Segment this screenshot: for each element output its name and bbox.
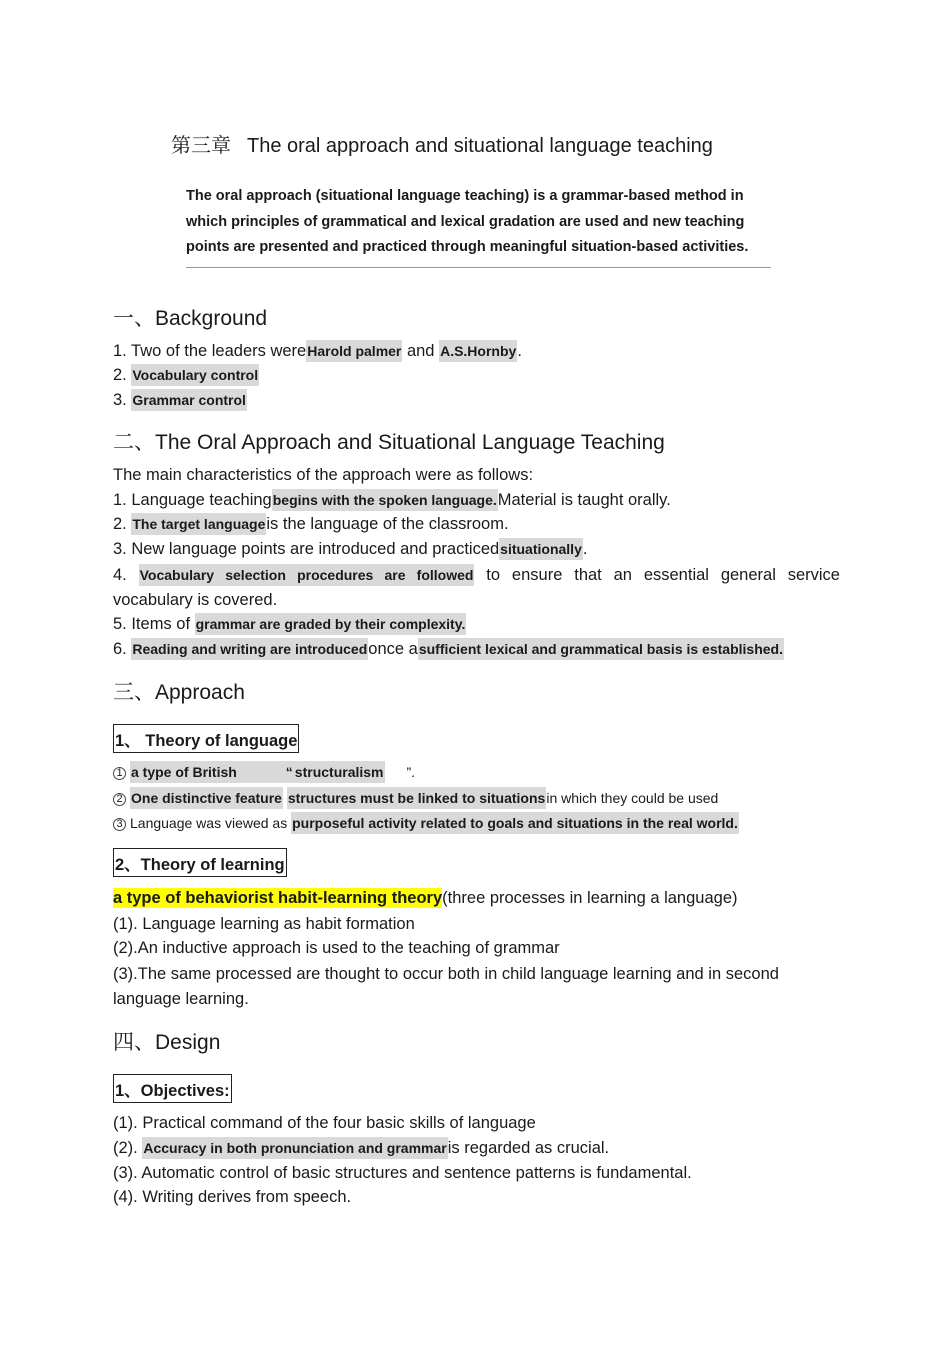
highlight: “ xyxy=(285,761,294,783)
characteristic-5 xyxy=(113,615,466,634)
section-heading-approach: 三、Approach xyxy=(113,681,245,704)
highlight: purposeful activity related to goals and situations in the real world. xyxy=(291,812,739,834)
highlight: Vocabulary control xyxy=(131,364,259,386)
background-item-1 xyxy=(113,342,522,361)
objective-2 xyxy=(113,1139,609,1158)
characteristic-1 xyxy=(113,491,671,510)
text: Material is taught orally. xyxy=(497,491,671,509)
highlight-spacer xyxy=(238,761,285,783)
highlight: structures must be linked to situations xyxy=(287,787,547,809)
language-point-1 xyxy=(113,764,415,780)
objective-1: (1). Practical command of the four basic skills of language xyxy=(113,1114,536,1132)
highlight: Accuracy in both pronunciation and grammar xyxy=(142,1137,447,1159)
highlight: One distinctive feature xyxy=(130,787,283,809)
characteristic-4-line-1 xyxy=(113,563,840,588)
learning-process-1: (1). Language learning as habit formation xyxy=(113,915,415,933)
text: to ensure that an essential general service xyxy=(474,566,840,584)
text: ”. xyxy=(406,764,416,780)
section-heading-design: 四、Design xyxy=(113,1031,221,1054)
characteristics-intro: The main characteristics of the approach were as follows: xyxy=(113,466,534,484)
text: in which they could be used xyxy=(546,790,719,806)
chapter-title xyxy=(171,129,713,158)
language-point-3 xyxy=(113,815,739,831)
characteristic-2 xyxy=(113,515,509,534)
text: . xyxy=(582,540,588,558)
highlight: Grammar control xyxy=(131,389,247,411)
learning-process-3: (3).The same processed are thought to occur both in child language learning and in second language learning. xyxy=(113,965,779,1008)
text: is the language of the classroom. xyxy=(266,515,509,533)
learning-theory-line xyxy=(113,889,738,908)
text: is regarded as crucial. xyxy=(447,1139,610,1157)
highlight: situationally xyxy=(499,538,583,560)
text: 2. xyxy=(113,515,132,533)
text: . xyxy=(517,342,522,360)
learning-process-2: (2).An inductive approach is used to the teaching of grammar xyxy=(113,939,560,957)
subheading-theory-of-learning: 2、Theory of learning xyxy=(113,848,287,877)
text: Language was viewed as xyxy=(130,815,292,831)
characteristic-4-line-2: vocabulary is covered. xyxy=(113,591,278,609)
text: 5. Items of xyxy=(113,615,195,633)
subheading-theory-of-language: 1、 Theory of language xyxy=(113,724,299,753)
text: 3. xyxy=(113,391,132,409)
highlight: Reading and writing are introduced xyxy=(131,638,368,660)
background-item-3 xyxy=(113,391,247,410)
subheading-objectives: 1、Objectives: xyxy=(113,1074,232,1103)
circled-number-2: 2 xyxy=(113,793,126,806)
yellow-highlight: a type of behaviorist habit-learning theory xyxy=(113,889,443,907)
text: 4. xyxy=(113,566,139,584)
circled-number-3: 3 xyxy=(113,818,126,831)
text: 3. New language points are introduced and practiced xyxy=(113,540,500,558)
text: once a xyxy=(368,640,418,658)
language-point-2 xyxy=(113,790,718,806)
highlight: grammar are graded by their complexity. xyxy=(195,613,467,635)
background-item-2 xyxy=(113,366,259,385)
highlight: begins with the spoken language. xyxy=(272,489,498,511)
section-heading-oral-approach: 二、The Oral Approach and Situational Language Teaching xyxy=(113,431,665,454)
chapter-number: 第三章 xyxy=(171,135,231,157)
text: 1. Two of the leaders were xyxy=(113,342,307,360)
characteristic-3 xyxy=(113,540,587,559)
chapter-title-text: The oral approach and situational language teaching xyxy=(247,135,713,157)
highlight: sufficient lexical and grammatical basis is established. xyxy=(418,638,784,660)
highlight: Vocabulary selection procedures are followed xyxy=(139,564,475,586)
characteristic-4 xyxy=(113,563,840,613)
circled-number-1: 1 xyxy=(113,767,126,780)
section-heading-background: 一、Background xyxy=(113,307,268,330)
characteristic-6 xyxy=(113,640,784,659)
text: (three processes in learning a language) xyxy=(442,889,738,907)
highlight: a type of British xyxy=(130,761,238,783)
text: 2. xyxy=(113,366,132,384)
highlight: Harold palmer xyxy=(306,340,402,362)
highlight: A.S.Hornby xyxy=(439,340,517,362)
abstract: The oral approach (situational language teaching) is a grammar-based method in which principles of grammatical and lexical gradation are used and new teaching points are presented and practiced through meaningful situation-based activities. xyxy=(186,184,771,268)
objective-4: (4). Writing derives from speech. xyxy=(113,1188,352,1206)
text: 1. Language teaching xyxy=(113,491,272,509)
objective-3: (3). Automatic control of basic structures and sentence patterns is fundamental. xyxy=(113,1164,692,1182)
text: (2). xyxy=(113,1139,143,1157)
highlight: structuralism xyxy=(294,761,385,783)
text: 6. xyxy=(113,640,132,658)
highlight: The target language xyxy=(131,513,266,535)
text: and xyxy=(402,342,440,360)
